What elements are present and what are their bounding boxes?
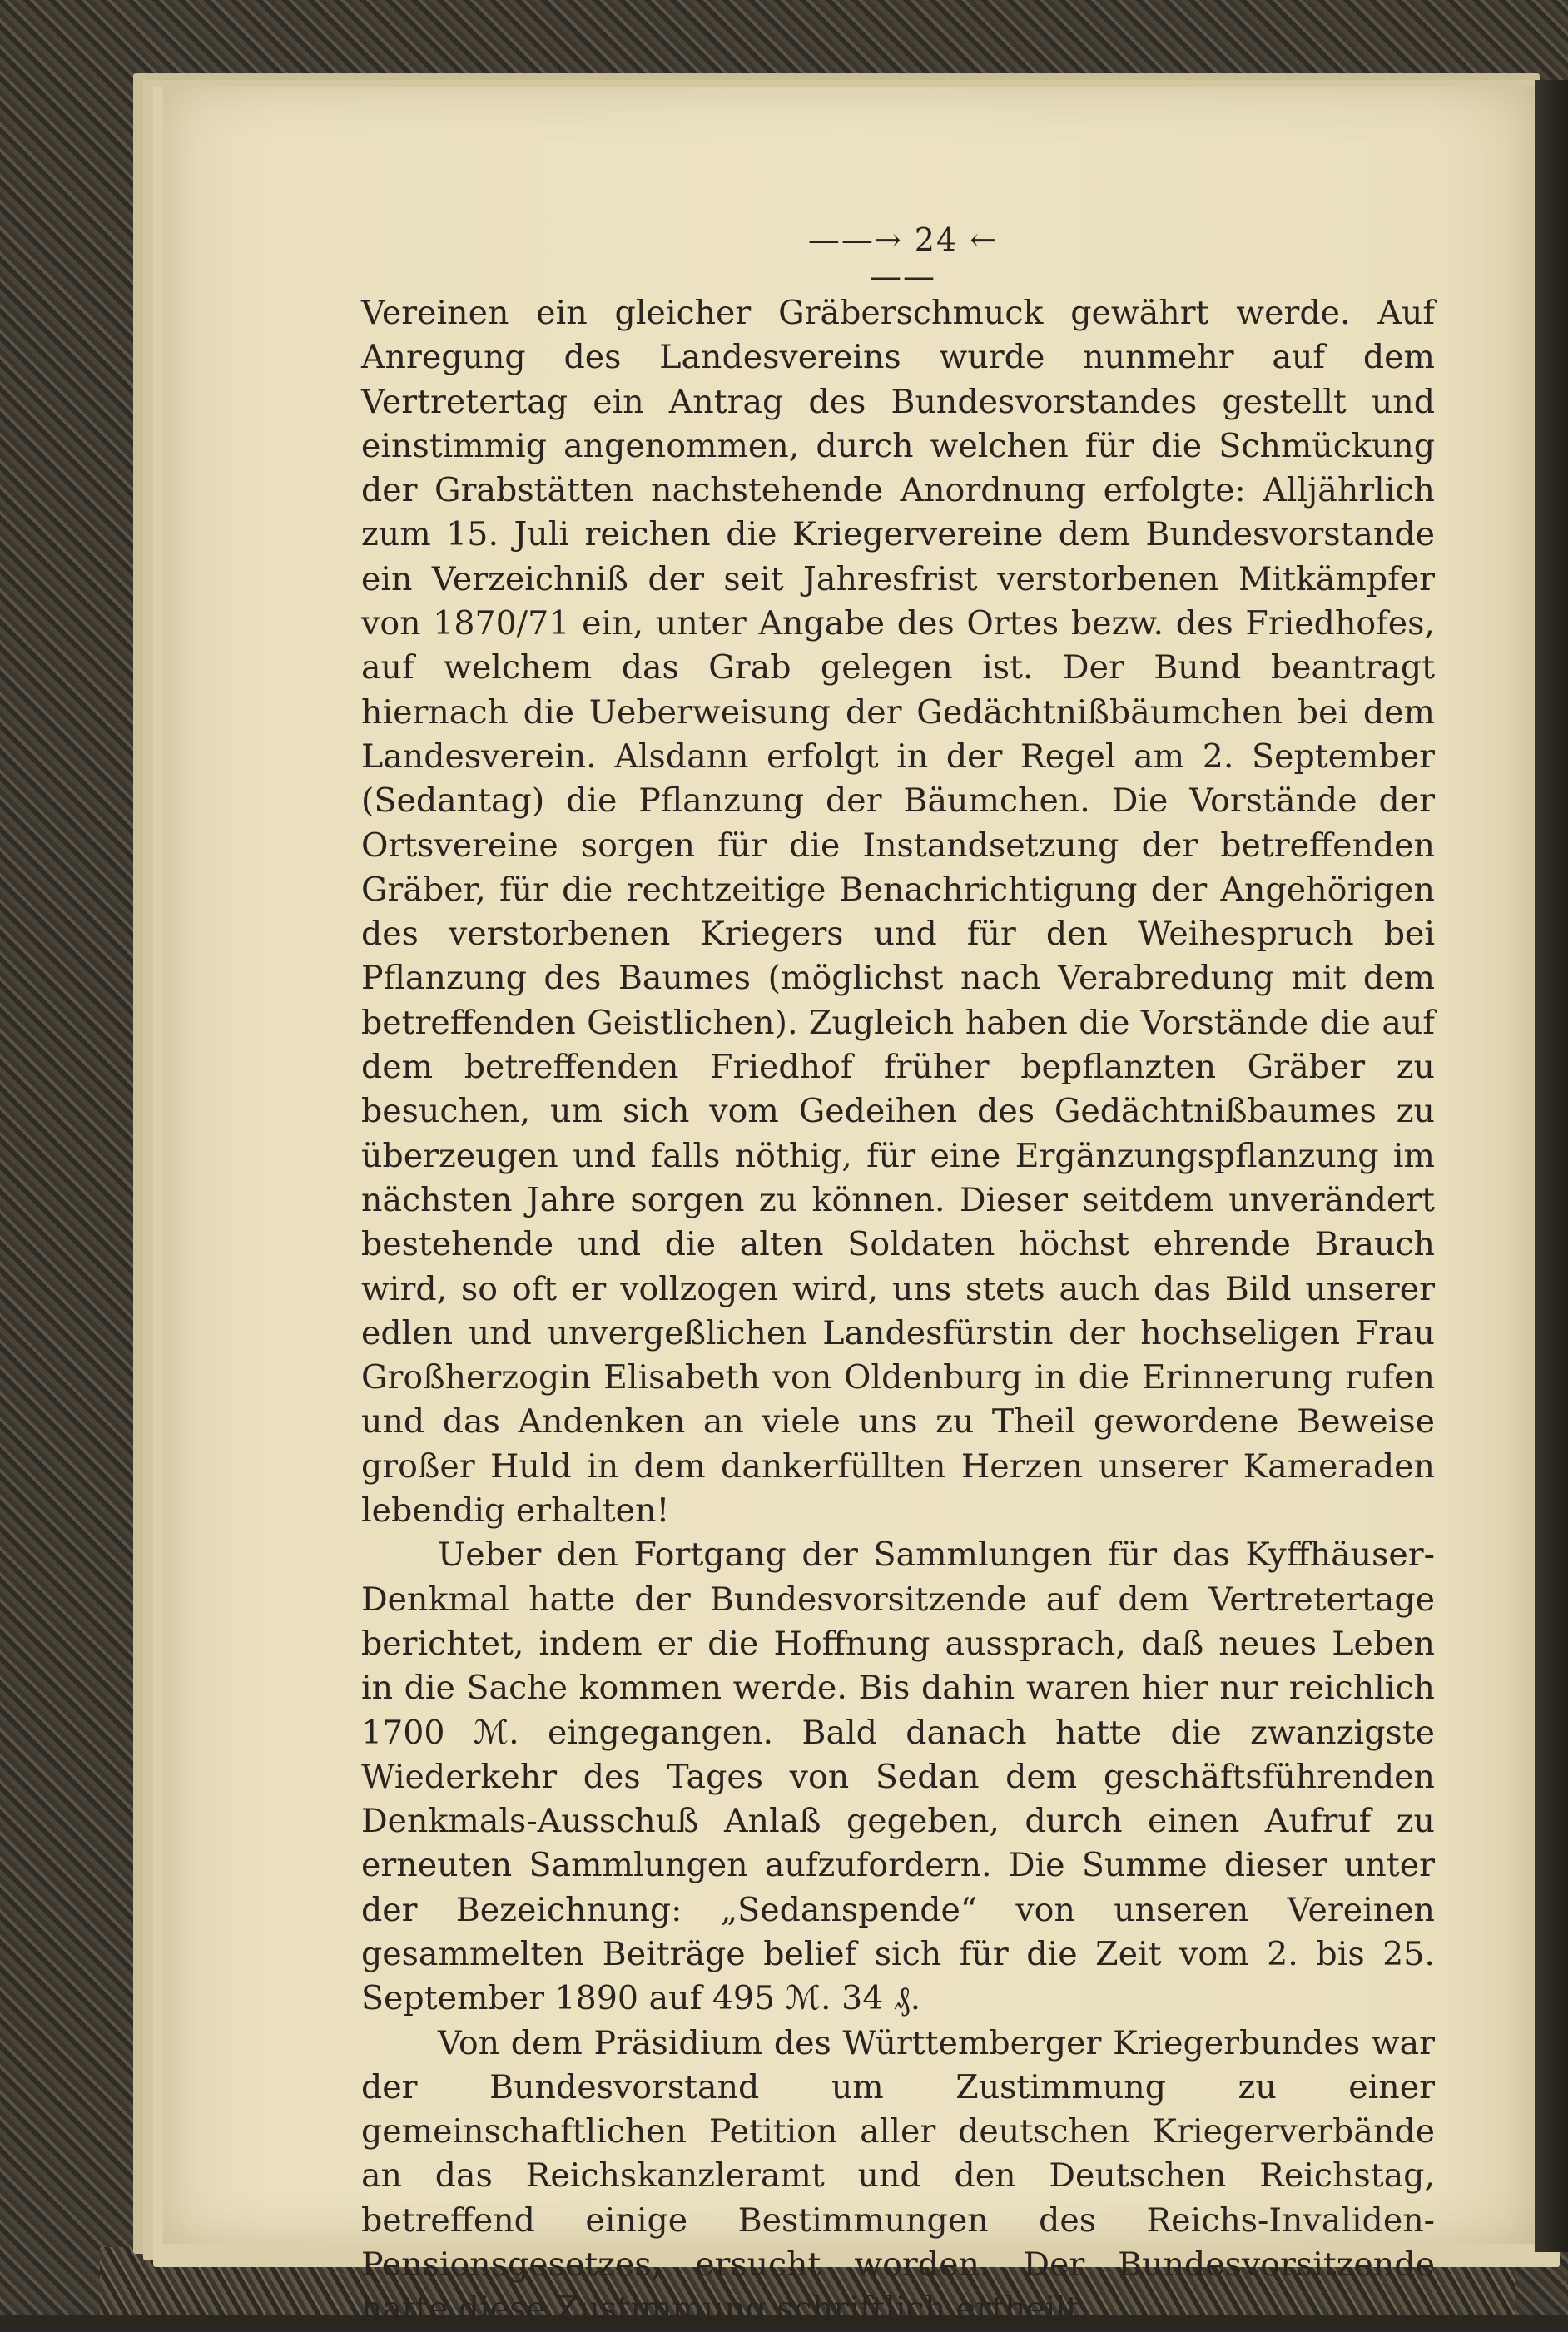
- page-body-text: [361, 291, 1435, 2332]
- paragraph: Vereinen ein gleicher Gräberschmuck gewährt werde. Auf Anregung des Landesvereins wurde nunmehr auf dem Vertretertag ein Antrag des Bundesvorstandes gestellt und einstimmig angenommen, durch welchen für die Schmückung der Grabstätten nachstehende Anordnung erfolgte: Alljährlich zum 15. Juli reichen die Kriegervereine dem Bundesvorstande ein Verzeichniß der seit Jahresfrist verstorbenen Mitkämpfer von 1870/71 ein, unter Angabe des Ortes bezw. des Friedhofes, auf welchem das Grab gelegen ist. Der Bund beantragt hiernach die Ueberweisung der Gedächtnißbäumchen bei dem Landesverein. Alsdann erfolgt in der Regel am 2. September (Sedantag) die Pflanzung der Bäumchen. Die Vorstände der Ortsvereine sorgen für die Instandsetzung der betreffenden Gräber, für die rechtzeitige Benachrichtigung der Angehörigen des verstorbenen Kriegers und für den Weihespruch bei Pflanzung des Baumes (möglichst nach Verabredung mit dem betreffenden Geistlichen). Zugleich haben die Vorstände die auf dem betreffenden Friedhof früher bepflanzten Gräber zu besuchen, um sich vom Gedeihen des Gedächtnißbaumes zu überzeugen und falls nöthig, für eine Ergänzungspflanzung im nächsten Jahre sorgen zu können. Dieser seitdem unverändert bestehende und die alten Soldaten höchst ehrende Brauch wird, so oft er vollzogen wird, uns stets auch das Bild unserer edlen und unvergeßlichen Landesfürstin der hochseligen Frau Großherzogin Elisabeth von Oldenburg in die Erinnerung rufen und das Andenken an viele uns zu Theil gewordene Beweise großer Huld in dem dankerfüllten Herzen unserer Kameraden lebendig erhalten!: [361, 294, 1435, 1531]
- paragraph: Von dem Präsidium des Württemberger Kriegerbundes war der Bundesvorstand um Zustimmung zu einer gemeinschaftlichen Petition aller deutschen Kriegerverbände an das Reichskanzleramt und den Deutschen Reichstag, betreffend einige Bestimmungen des Reichs-Invaliden-Pensionsgesetzes, ersucht worden. Der Bundesvorsitzende hatte diese Zustimmung schriftlich ertheilt.: [361, 2023, 1435, 2329]
- page-number: ——→ 24 ←——: [807, 221, 999, 295]
- paragraph: Ueber den Fortgang der Sammlungen für das Kyffhäuser-Denkmal hatte der Bundesvorsitzende auf dem Vertretertage berichtet, indem er die Hoffnung aussprach, daß neues Leben in die Sache kommen werde. Bis dahin waren hier nur reichlich 1700 ℳ. eingegangen. Bald danach hatte die zwanzigste Wiederkehr des Tages von Sedan dem geschäftsführenden Denkmals-Ausschuß Anlaß gegeben, durch einen Aufruf zu erneuten Sammlungen aufzufordern. Die Summe dieser unter der Bezeichnung: „Sedanspende“ von unseren Vereinen gesammelten Beiträge belief sich für die Zeit vom 2. bis 25. September 1890 auf 495 ℳ. 34 ₰.: [361, 1536, 1435, 2018]
- book-spine-edge: [1535, 80, 1568, 2252]
